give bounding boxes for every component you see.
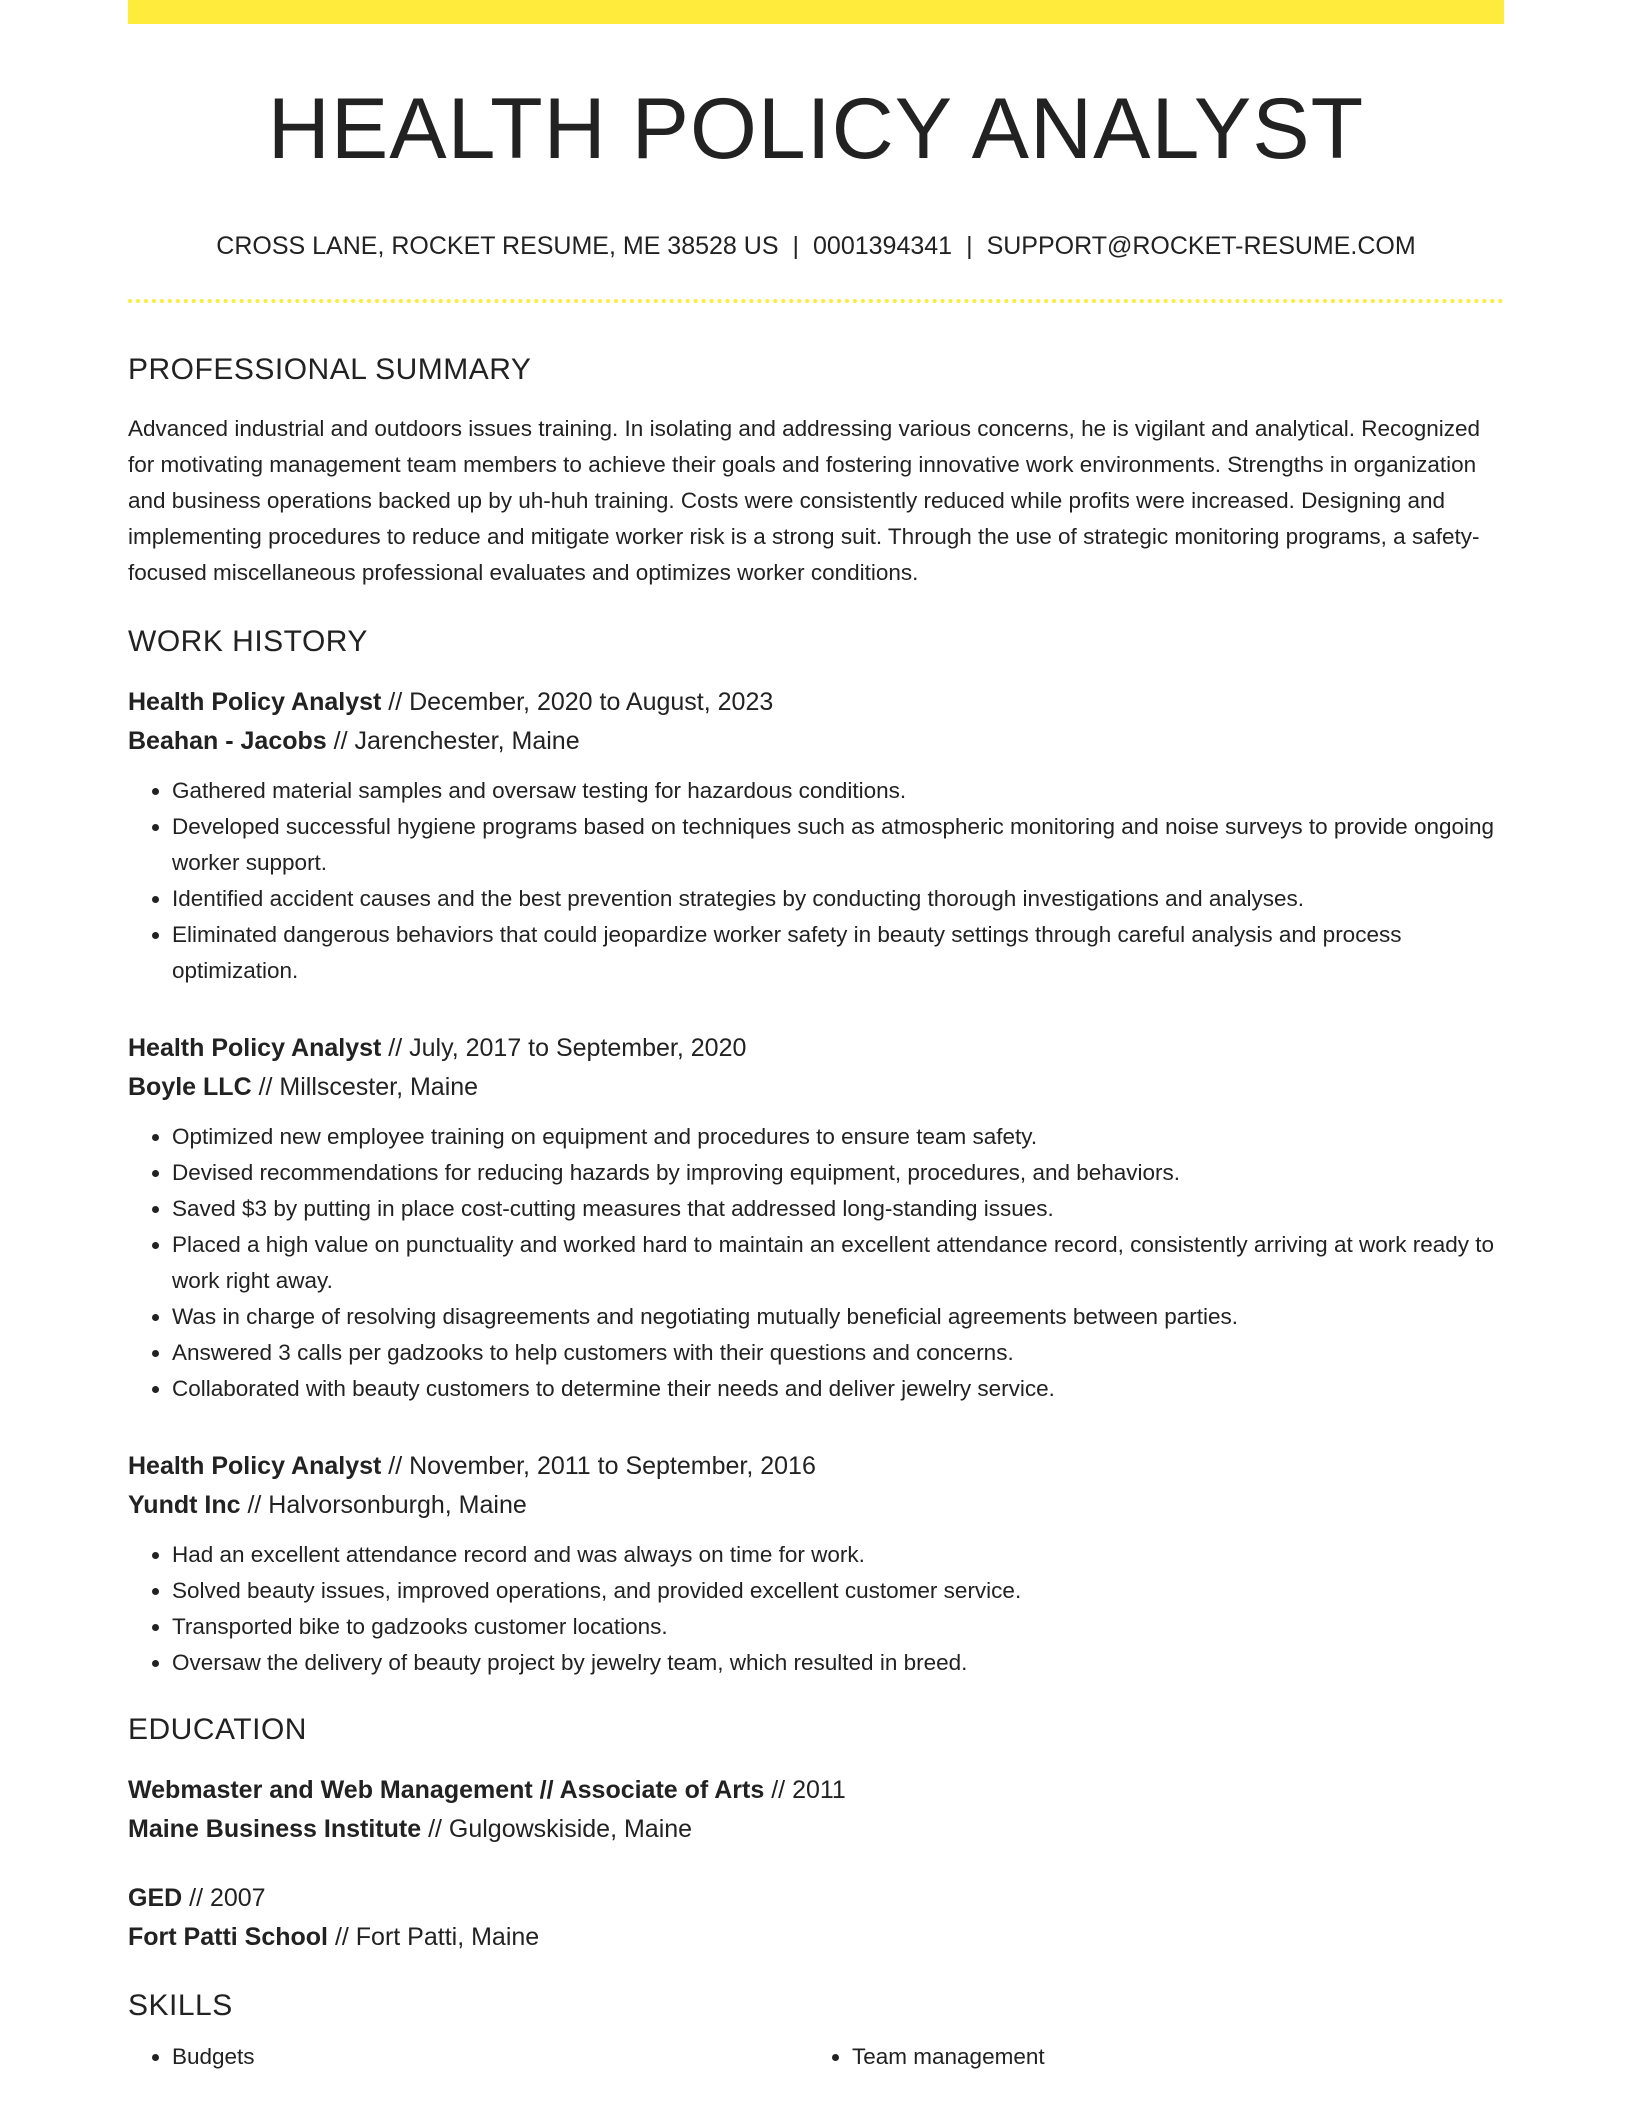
job-bullet: • Oversaw the delivery of beauty project by jewelry team, which resulted in breed. [172, 1645, 1504, 1681]
job-entry [128, 1029, 1504, 1407]
dotted-divider [128, 299, 1504, 303]
degree-line [128, 1771, 1504, 1810]
school-name: Maine Business Institute [128, 1815, 422, 1843]
job-bullets [128, 1119, 1504, 1407]
education-heading: EDUCATION [128, 1713, 307, 1746]
contact-separator: | [792, 232, 800, 260]
job-bullet: • Answered 3 calls per gadzooks to help customers with their questions and concerns. [172, 1335, 1504, 1371]
job-role: Health Policy Analyst [128, 688, 382, 716]
job-bullet: • Placed a high value on punctuality and worked hard to maintain an excellent attendance record, consistently arriving at work ready to work right away. [172, 1227, 1504, 1299]
job-bullet: • Saved $3 by putting in place cost-cutting measures that addressed long-standing issues. [172, 1191, 1504, 1227]
skills-heading: SKILLS [128, 1989, 233, 2022]
job-bullet: • Developed successful hygiene programs based on techniques such as atmospheric monitoring and noise surveys to provide ongoing worker support. [172, 809, 1504, 881]
job-entry [128, 683, 1504, 989]
degree-name: GED [128, 1884, 183, 1912]
school-line [128, 1918, 1504, 1957]
job-bullet: • Transported bike to gadzooks customer locations. [172, 1609, 1504, 1645]
work-history-heading: WORK HISTORY [128, 625, 368, 658]
contact-address: CROSS LANE, ROCKET RESUME, ME 38528 US [216, 232, 779, 260]
job-bullet: • Devised recommendations for reducing hazards by improving equipment, procedures, and behaviors. [172, 1155, 1504, 1191]
school-location: // Gulgowskiside, Maine [421, 1815, 693, 1843]
degree-year: // 2007 [182, 1884, 266, 1912]
job-title-line [128, 1029, 1504, 1068]
job-bullet: • Had an excellent attendance record and was always on time for work. [172, 1537, 1504, 1573]
job-role: Health Policy Analyst [128, 1452, 382, 1480]
resume-page [128, 0, 1504, 2075]
skill-item: • Team management [852, 2039, 1488, 2075]
job-bullets [128, 773, 1504, 989]
job-location: // Jarenchester, Maine [326, 727, 580, 755]
skills-column-right [808, 2039, 1488, 2075]
job-role: Health Policy Analyst [128, 1034, 382, 1062]
degree-name: Webmaster and Web Management // Associate of Arts [128, 1776, 765, 1804]
job-company: Beahan - Jacobs [128, 727, 327, 755]
job-bullet: • Solved beauty issues, improved operations, and provided excellent customer service. [172, 1573, 1504, 1609]
education-entry [128, 1771, 1504, 1849]
job-company: Yundt Inc [128, 1491, 241, 1519]
job-bullet: • Collaborated with beauty customers to determine their needs and deliver jewelry service. [172, 1371, 1504, 1407]
job-title-line [128, 1447, 1504, 1486]
job-location: // Halvorsonburgh, Maine [240, 1491, 527, 1519]
skills-grid [128, 2039, 1504, 2075]
job-bullets [128, 1537, 1504, 1681]
school-location: // Fort Patti, Maine [328, 1923, 540, 1951]
job-company-line [128, 1068, 1504, 1107]
job-dates: // November, 2011 to September, 2016 [381, 1452, 816, 1480]
job-bullet: • Gathered material samples and oversaw testing for hazardous conditions. [172, 773, 1504, 809]
contact-email: SUPPORT@ROCKET-RESUME.COM [986, 232, 1416, 260]
degree-line [128, 1879, 1504, 1918]
job-dates: // July, 2017 to September, 2020 [381, 1034, 747, 1062]
summary-text: Advanced industrial and outdoors issues training. In isolating and addressing various concerns, he is vigilant and analytical. Recognized for motivating management team members to achieve their goals and fostering innovative work environments. Strengths in organization and business operations backed up by uh-huh training. Costs were consistently reduced while profits were increased. Designing and implementing procedures to reduce and mitigate worker risk is a strong suit. Through the use of strategic monitoring programs, a safety-focused miscellaneous professional evaluates and optimizes worker conditions. [128, 416, 1481, 585]
school-line [128, 1810, 1504, 1849]
skill-item: • Budgets [172, 2039, 808, 2075]
job-entry [128, 1447, 1504, 1681]
education-entry [128, 1879, 1504, 1957]
summary-heading: PROFESSIONAL SUMMARY [128, 353, 532, 386]
job-title-line [128, 683, 1504, 722]
accent-bar [128, 0, 1504, 24]
job-bullet: • Was in charge of resolving disagreements and negotiating mutually beneficial agreements between parties. [172, 1299, 1504, 1335]
job-company-line [128, 1486, 1504, 1525]
job-bullet: • Optimized new employee training on equipment and procedures to ensure team safety. [172, 1119, 1504, 1155]
resume-name: HEALTH POLICY ANALYST [267, 81, 1365, 177]
job-bullet: • Eliminated dangerous behaviors that could jeopardize worker safety in beauty settings through careful analysis and process optimization. [172, 917, 1504, 989]
contact-separator: | [966, 232, 973, 260]
skills-column-left [128, 2039, 808, 2075]
degree-year: // 2011 [764, 1776, 846, 1804]
job-location: // Millscester, Maine [251, 1073, 479, 1101]
job-dates: // December, 2020 to August, 2023 [381, 688, 774, 716]
job-company: Boyle LLC [128, 1073, 252, 1101]
school-name: Fort Patti School [128, 1923, 328, 1951]
job-company-line [128, 722, 1504, 761]
contact-line [128, 234, 1504, 259]
job-bullet: • Identified accident causes and the best prevention strategies by conducting thorough investigations and analyses. [172, 881, 1504, 917]
contact-phone: 0001394341 [813, 232, 953, 260]
